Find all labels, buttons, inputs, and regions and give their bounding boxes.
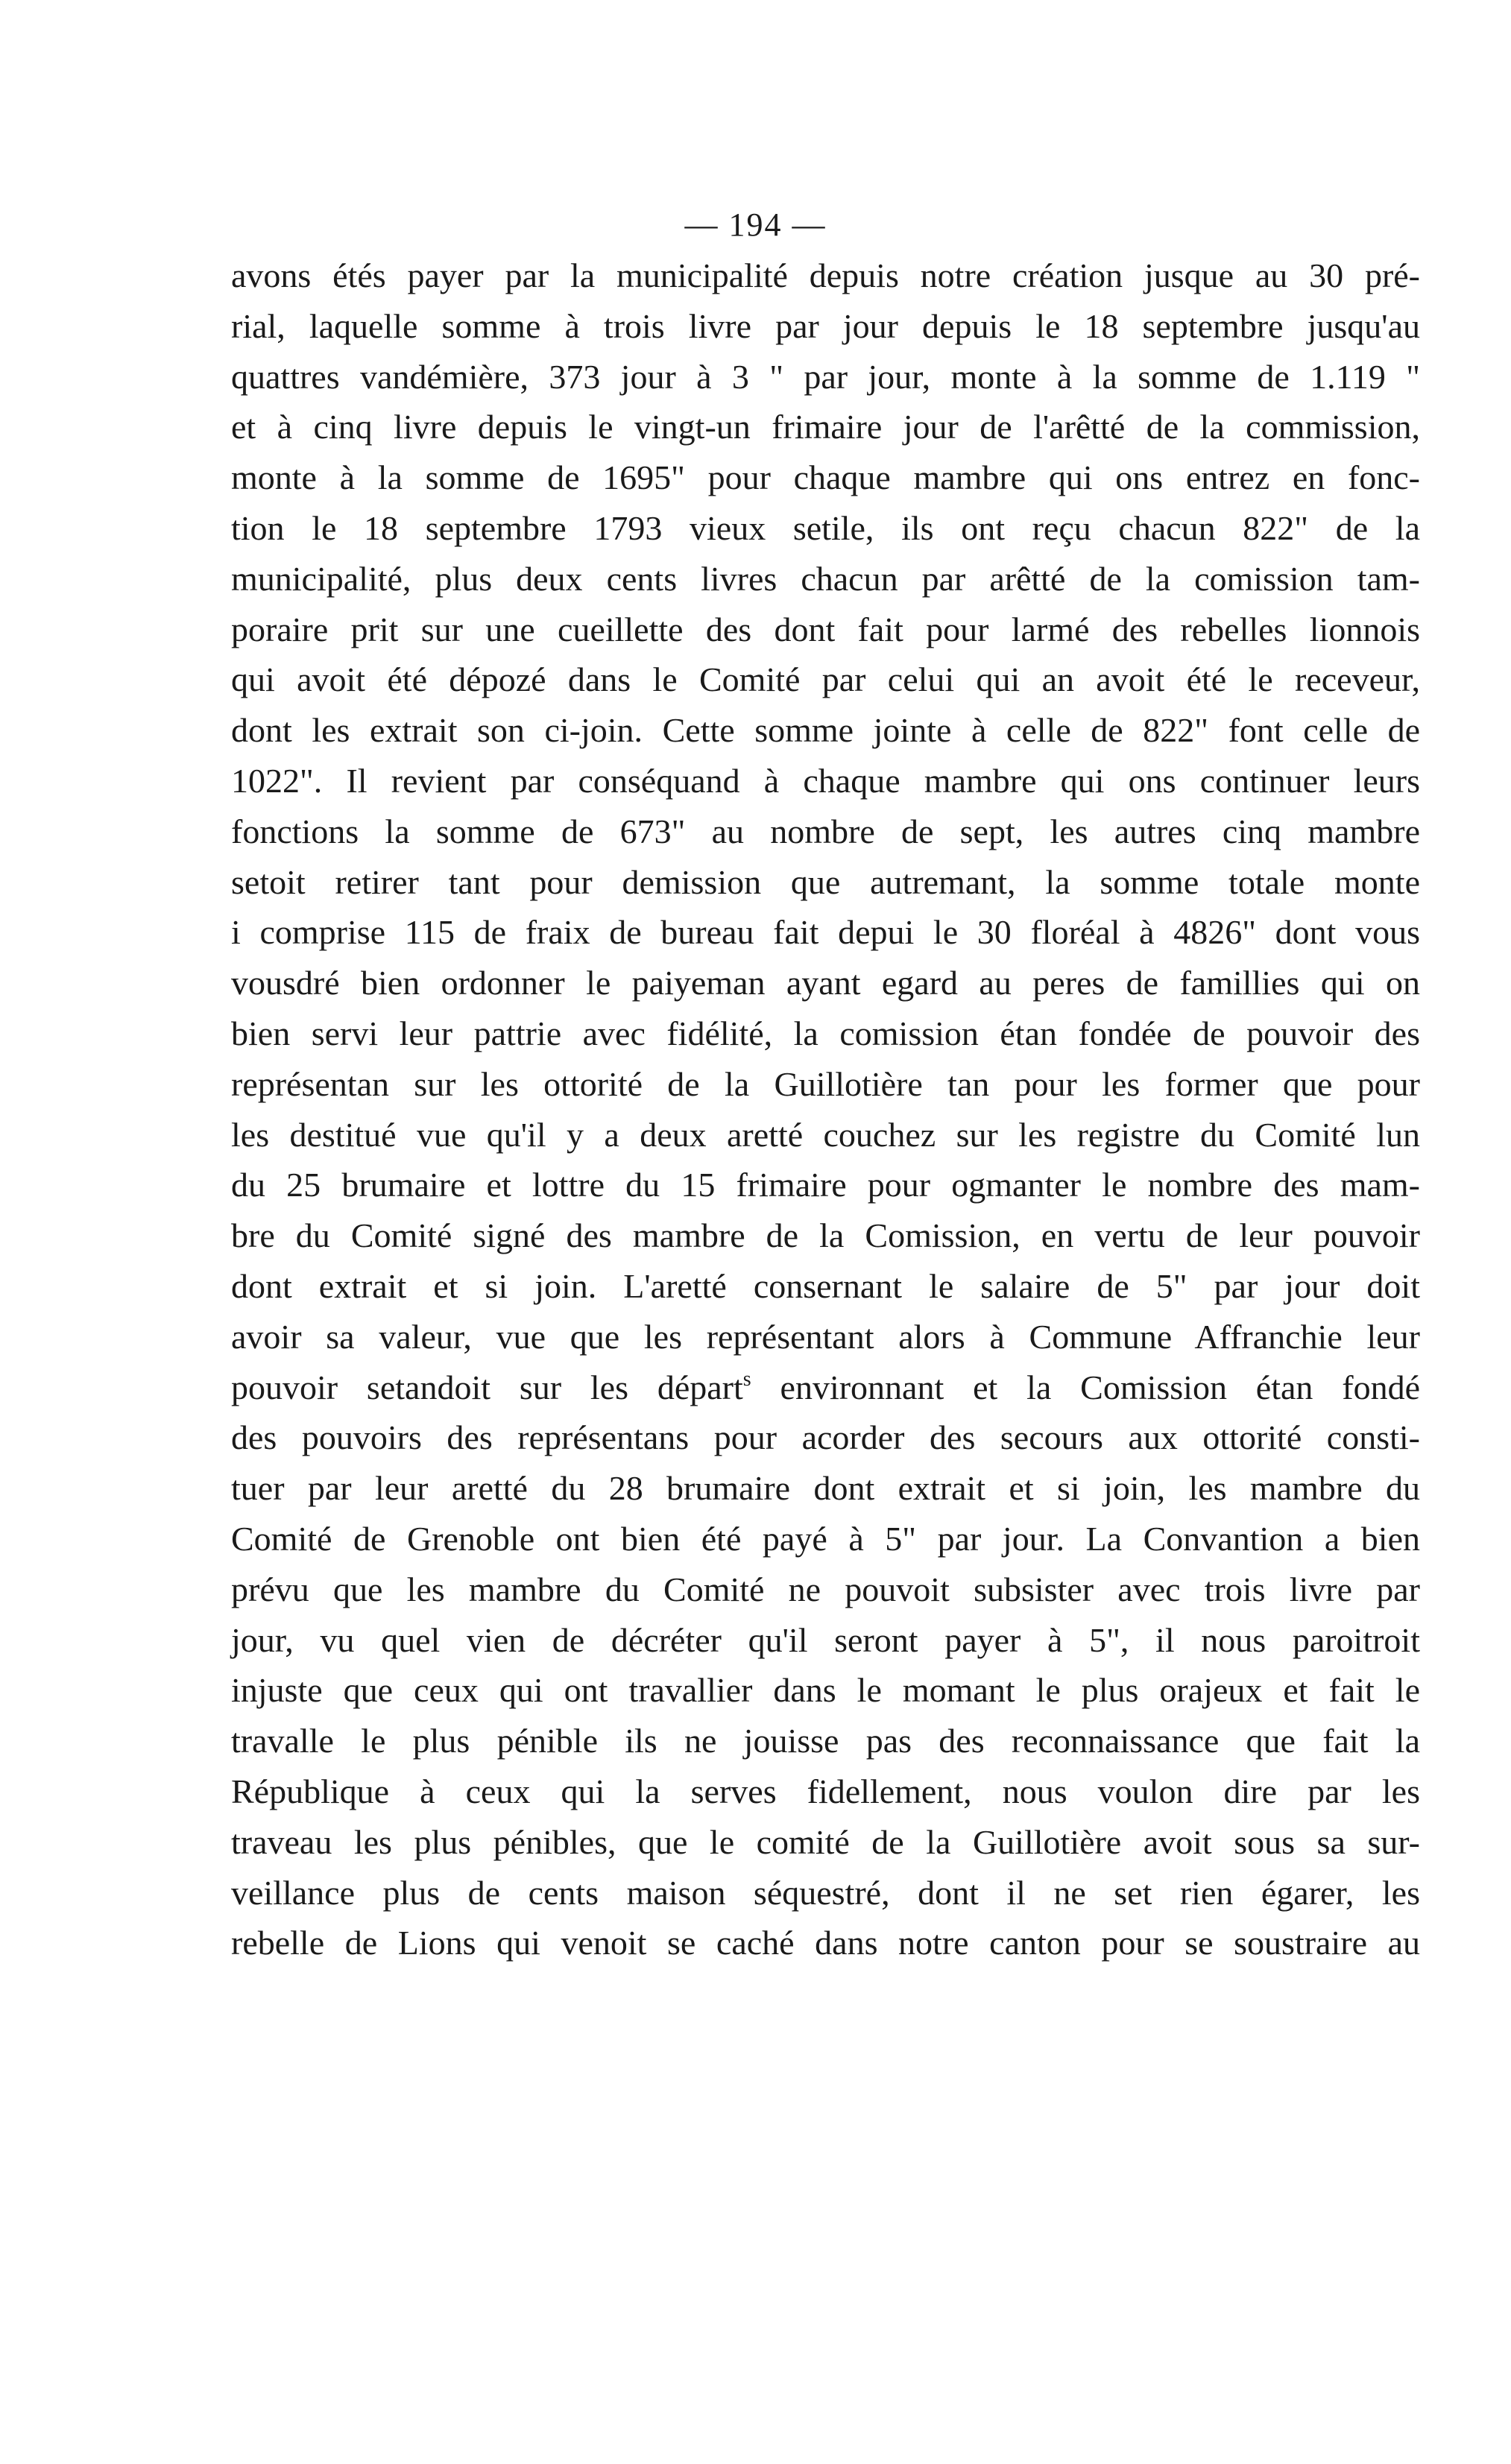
superscript-s: s <box>742 1367 751 1391</box>
text-line-23-start: pouvoir setandoit sur les départ <box>231 1368 743 1406</box>
text-line-3: quattres vandémière, 373 jour à 3 " par jour, monte à la somme de 1.119 " <box>231 357 1420 396</box>
text-line-7: municipalité, plus deux cents livres chacun par arêtté de la comission tam- <box>231 559 1420 598</box>
text-line-21: dont extrait et si join. L'aretté consernant le salaire de 5" par jour doit <box>231 1266 1420 1305</box>
text-line-23-end: environnant et la Comission étan fondé <box>751 1368 1420 1406</box>
text-line-13: setoit retirer tant pour demission que autremant, la somme totale monte <box>231 862 1420 901</box>
page-number: — 194 — <box>684 206 827 243</box>
text-line-26: Comité de Grenoble ont bien été payé à 5" par jour. La Convantion a bien <box>231 1519 1420 1558</box>
text-line-20: bre du Comité signé des mambre de la Comission, en vertu de leur pouvoir <box>231 1216 1420 1255</box>
text-line-16: bien servi leur pattrie avec fidélité, la comission étan fondée de pouvoir des <box>231 1014 1420 1052</box>
text-line-18: les destitué vue qu'il y a deux aretté couchez sur les registre du Comité lun <box>231 1115 1420 1154</box>
text-line-9: qui avoit été dépozé dans le Comité par celui qui an avoit été le receveur, <box>231 660 1420 699</box>
text-line-2: rial, laquelle somme à trois livre par jour depuis le 18 septembre jusqu'au <box>231 306 1420 345</box>
text-line-14: i comprise 115 de fraix de bureau fait depui le 30 floréal à 4826" dont vous <box>231 913 1420 952</box>
body-text <box>231 250 1420 1968</box>
text-line-25: tuer par leur aretté du 28 brumaire dont extrait et si join, les mambre du <box>231 1469 1420 1508</box>
text-line-30: travalle le plus pénible ils ne jouisse pas des reconnaissance que fait la <box>231 1722 1420 1760</box>
text-line-8: poraire prit sur une cueillette des dont fait pour larmé des rebelles lionnois <box>231 610 1420 648</box>
text-line-11: 1022". Il revient par conséquand à chaque mambre qui ons continuer leurs <box>231 761 1420 800</box>
text-line-27: prévu que les mambre du Comité ne pouvoit subsister avec trois livre par <box>231 1570 1420 1608</box>
text-line-1: avons étés payer par la municipalité depuis notre création jusque au 30 pré- <box>231 256 1420 294</box>
text-line-32: traveau les plus pénibles, que le comité de la Guillotière avoit sous sa sur- <box>231 1822 1420 1861</box>
text-line-33: veillance plus de cents maison séquestré, dont il ne set rien égarer, les <box>231 1873 1420 1912</box>
text-line-34: rebelle de Lions qui venoit se caché dans notre canton pour se soustraire au <box>231 1924 1420 1962</box>
text-line-17: représentan sur les ottorité de la Guillotière tan pour les former que pour <box>231 1064 1420 1103</box>
text-line-10: dont les extrait son ci-join. Cette somme jointe à celle de 822" font celle de <box>231 711 1420 750</box>
text-line-22: avoir sa valeur, vue que les représentant alors à Commune Affranchie leur <box>231 1317 1420 1356</box>
text-line-24: des pouvoirs des représentans pour acorder des secours aux ottorité consti- <box>231 1418 1420 1457</box>
text-line-28: jour, vu quel vien de décréter qu'il seront payer à 5", il nous paroitroit <box>231 1620 1420 1659</box>
text-line-19: du 25 brumaire et lottre du 15 frimaire pour ogmanter le nombre des mam- <box>231 1166 1420 1204</box>
text-line-5: monte à la somme de 1695" pour chaque mambre qui ons entrez en fonc- <box>231 458 1420 497</box>
text-line-23 <box>231 1362 1420 1413</box>
text-line-31: République à ceux qui la serves fidellement, nous voulon dire par les <box>231 1772 1420 1810</box>
text-line-6: tion le 18 septembre 1793 vieux setile, ils ont reçu chacun 822" de la <box>231 508 1420 547</box>
text-line-29: injuste que ceux qui ont travallier dans le momant le plus orajeux et fait le <box>231 1671 1420 1710</box>
text-line-15: vousdré bien ordonner le paiyeman ayant egard au peres de famillies qui on <box>231 964 1420 1002</box>
text-line-4: et à cinq livre depuis le vingt-un frimaire jour de l'arêtté de la commission, <box>231 408 1420 446</box>
text-line-12: fonctions la somme de 673" au nombre de sept, les autres cinq mambre <box>231 812 1420 850</box>
